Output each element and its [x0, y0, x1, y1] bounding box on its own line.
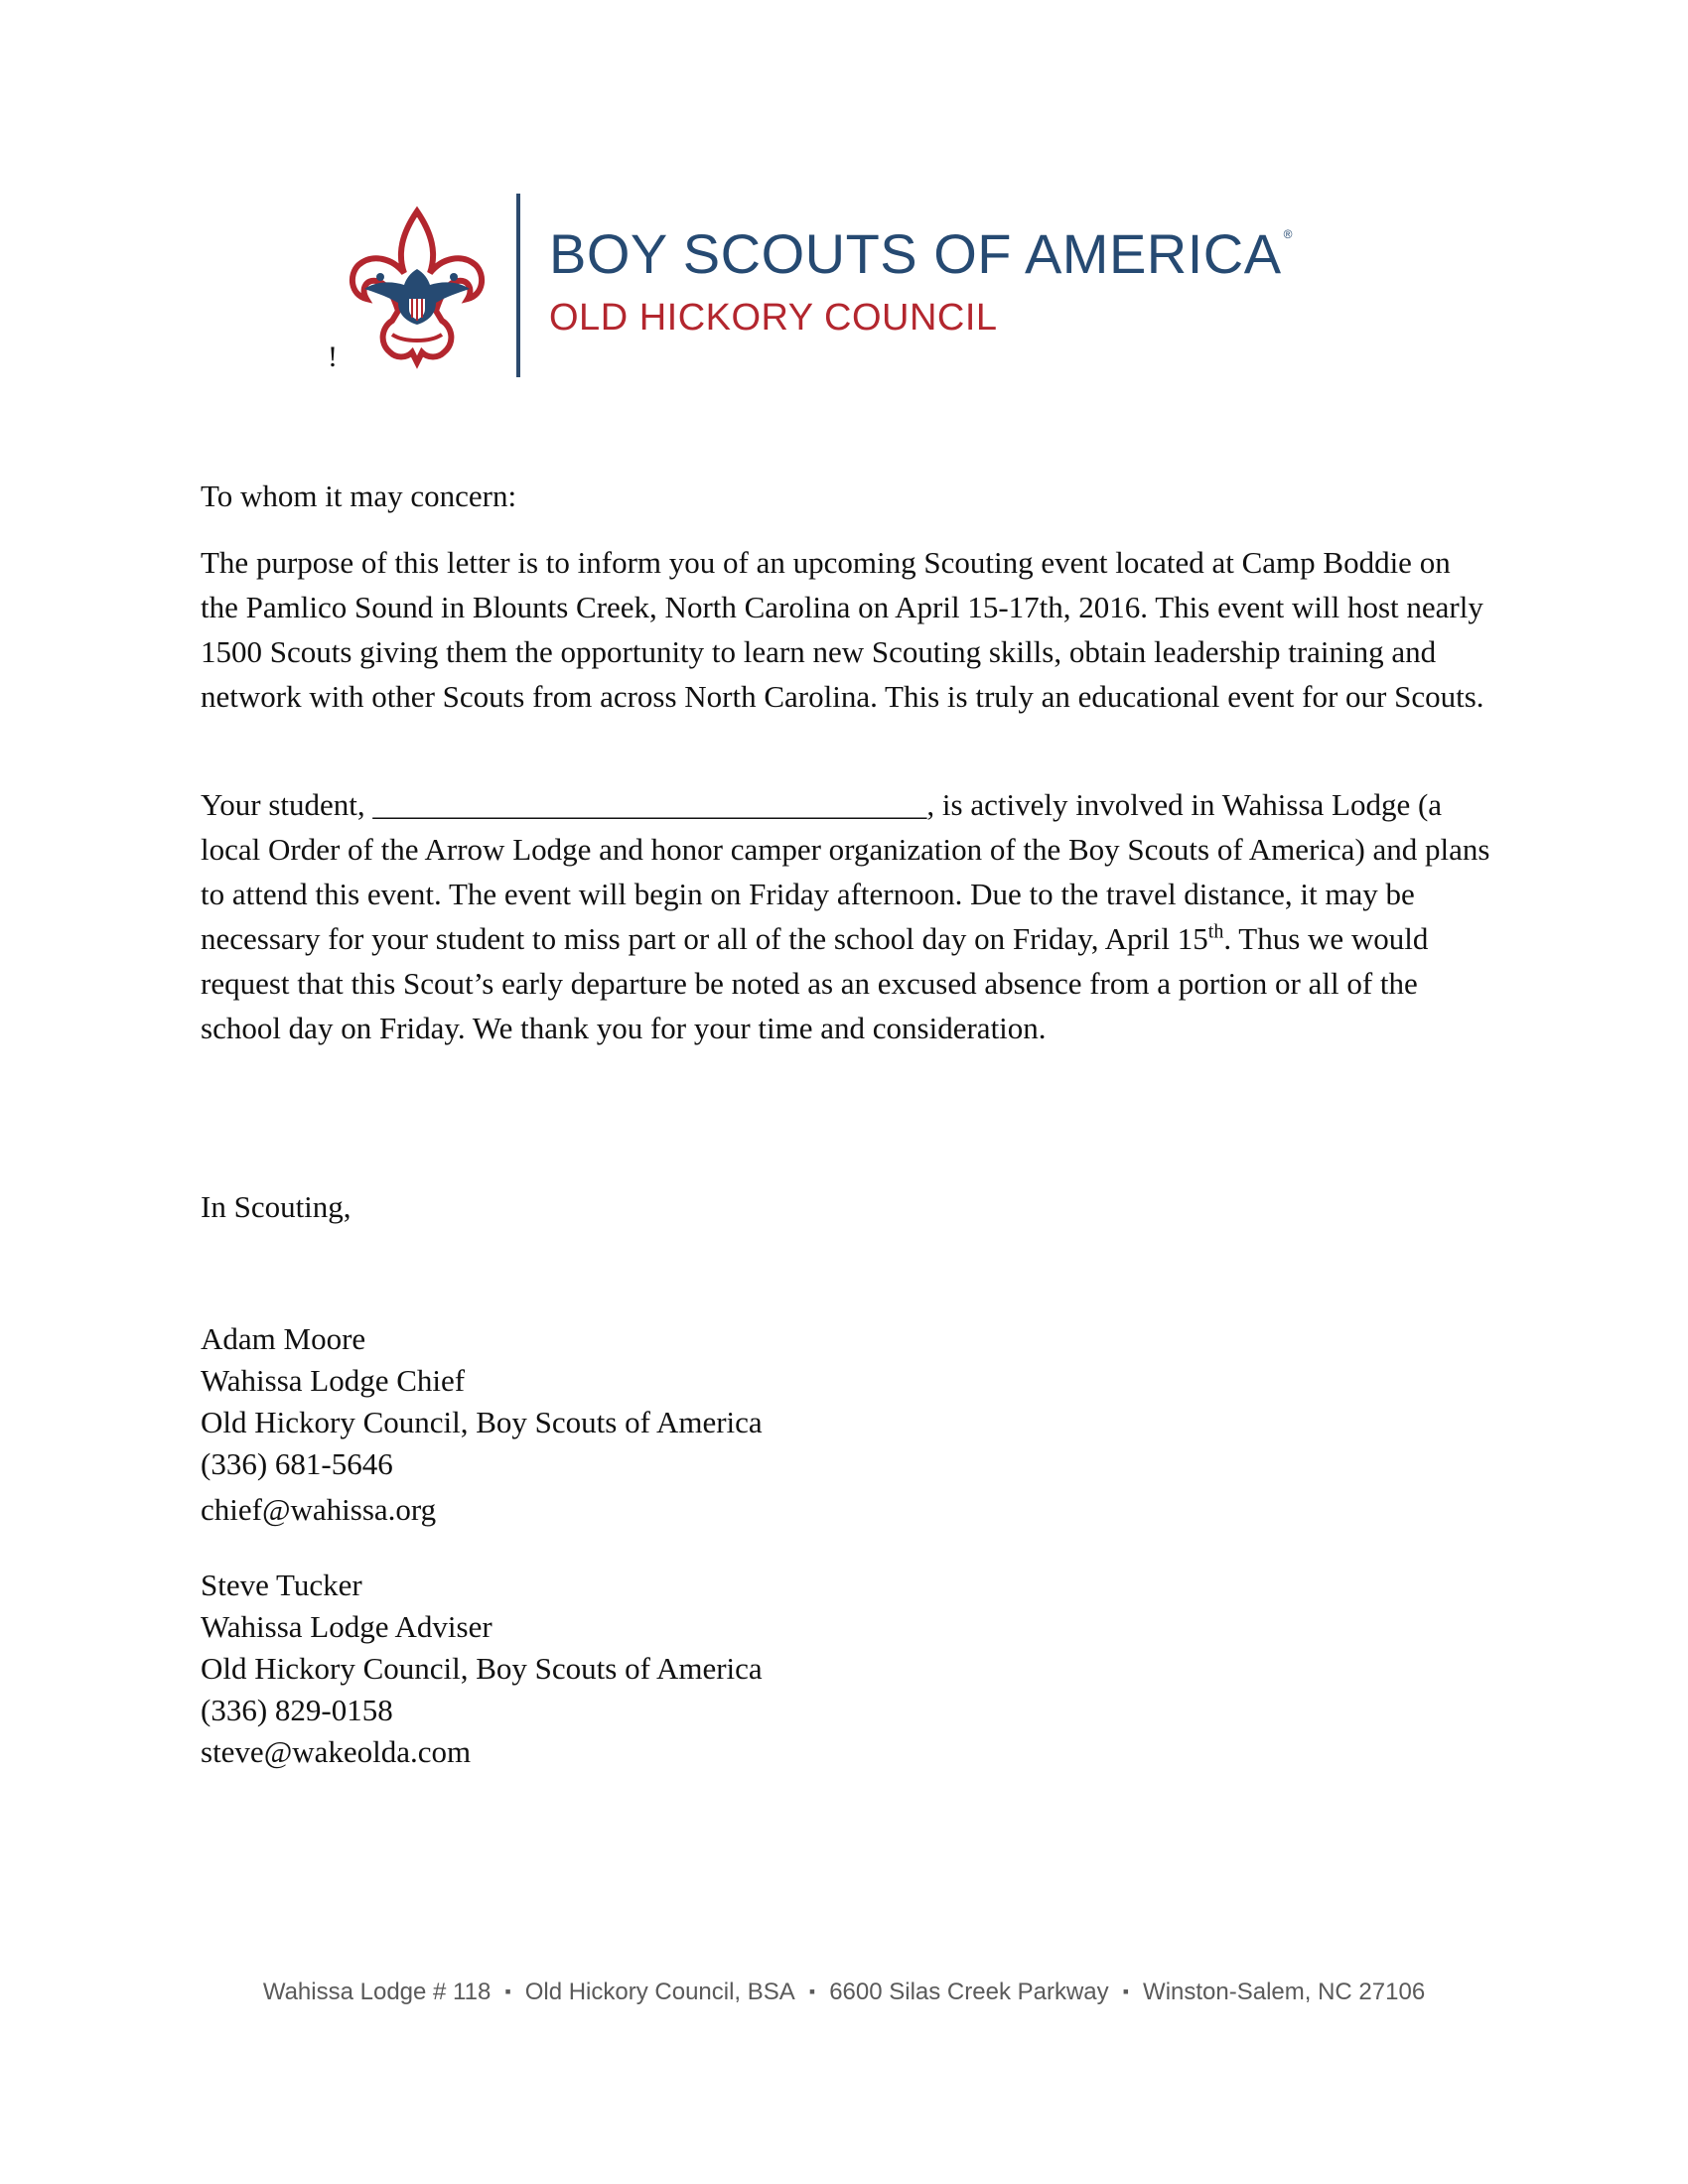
organization-name	[549, 221, 1293, 286]
footer-separator: ▪	[504, 1981, 511, 2001]
letterhead-divider	[516, 194, 520, 377]
stray-mark: !	[328, 341, 338, 373]
footer-address	[0, 1979, 1688, 2006]
paragraph-absence-request-part1: Your student, ____________________________________, is actively involved in Wahissa Lodge (a local Order of the Arrow Lodge and honor camper organization of the Boy Scouts of America) and plans to attend this event. The event will begin on Friday afternoon. Due to the travel distance, it may be necessary for your student to miss part or all of the school day on Friday, April 15	[201, 787, 1490, 956]
organization-name-text: BOY SCOUTS OF AMERICA	[549, 222, 1282, 285]
ordinal-suffix: th	[1207, 920, 1224, 943]
signatory-phone: (336) 681-5646	[201, 1446, 393, 1481]
footer-lodge: Wahissa Lodge # 118	[262, 1979, 492, 2005]
signatory-title: Wahissa Lodge Adviser	[201, 1609, 492, 1644]
footer-separator: ▪	[1122, 1981, 1130, 2001]
footer-city: Winston-Salem, NC 27106	[1143, 1979, 1426, 2005]
paragraph-absence-request	[201, 782, 1491, 1050]
fleur-de-lis-eagle-icon	[343, 204, 492, 377]
paragraph-absence-request-part2: . Thus we would request that this Scout’s early departure be noted as an excused absence from a portion or all of the school day on Friday. We thank you for your time and consideration.	[201, 921, 1429, 1045]
signatory-email[interactable]: steve@wakeolda.com	[201, 1734, 472, 1769]
signatory-block	[201, 1565, 1491, 1773]
signatory-name: Steve Tucker	[201, 1568, 362, 1602]
trademark-mark: ®	[1283, 227, 1293, 241]
signatory-name: Adam Moore	[201, 1321, 366, 1356]
signatory-phone: (336) 829-0158	[201, 1693, 393, 1727]
footer-council: Old Hickory Council, BSA	[524, 1979, 795, 2005]
letterhead	[328, 194, 1370, 382]
signatory-block	[201, 1318, 1491, 1531]
signatory-organization: Old Hickory Council, Boy Scouts of America	[201, 1405, 763, 1439]
closing: In Scouting,	[201, 1189, 352, 1224]
salutation: To whom it may concern:	[201, 478, 517, 513]
signatory-organization: Old Hickory Council, Boy Scouts of America	[201, 1651, 763, 1686]
council-name: OLD HICKORY COUNCIL	[549, 297, 998, 339]
signatory-email[interactable]: chief@wahissa.org	[201, 1492, 437, 1527]
signatory-title: Wahissa Lodge Chief	[201, 1363, 466, 1398]
footer-separator: ▪	[808, 1981, 816, 2001]
footer-street: 6600 Silas Creek Parkway	[829, 1979, 1109, 2005]
paragraph-event-info: The purpose of this letter is to inform you of an upcoming Scouting event located at Camp Boddie on the Pamlico Sound in Blounts Creek, North Carolina on April 15-17th, 2016. This event will host nearly 1500 Scouts giving them the opportunity to learn new Scouting skills, obtain leadership training and network with other Scouts from across North Carolina. This is truly an educational event for our Scouts.	[201, 545, 1484, 714]
